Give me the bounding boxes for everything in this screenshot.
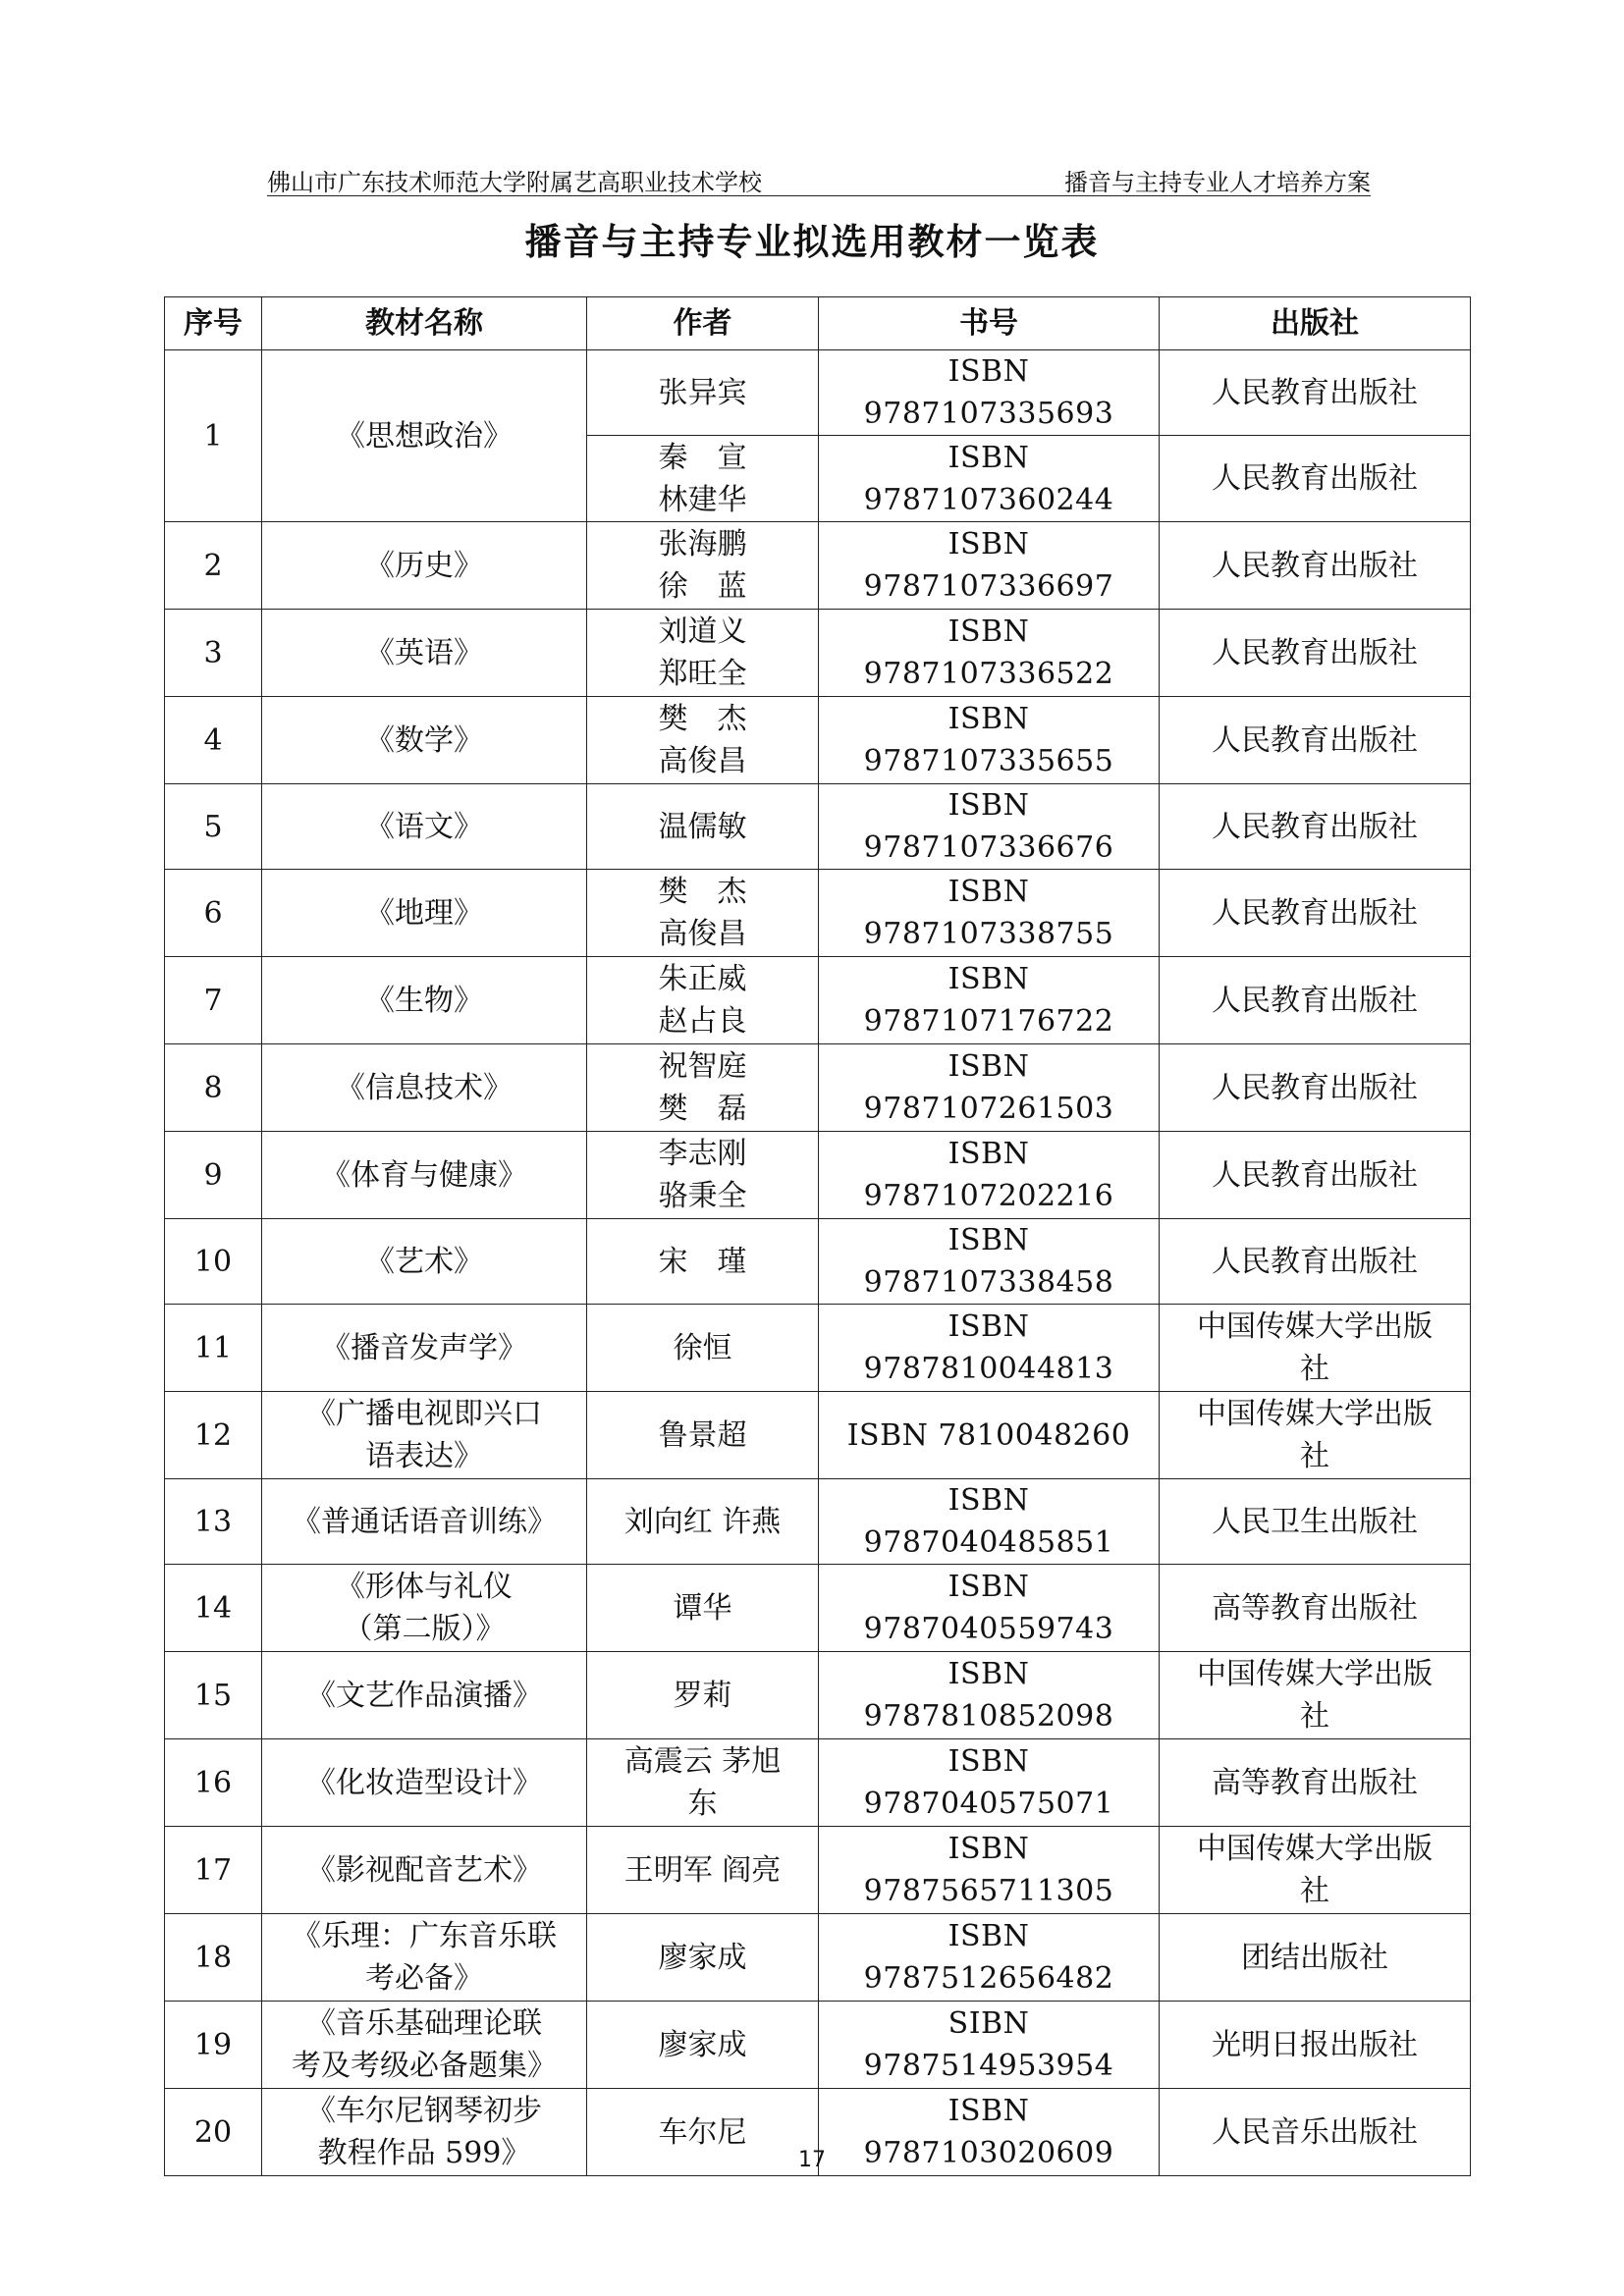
cell-no: 19 (165, 2002, 262, 2089)
cell-no: 2 (165, 522, 262, 610)
cell-publisher: 光明日报出版社 (1160, 2002, 1471, 2089)
cell-publisher: 人民教育出版社 (1160, 1219, 1471, 1305)
cell-name: 《普通话语音训练》 (262, 1479, 587, 1565)
cell-name: 《影视配音艺术》 (262, 1827, 587, 1914)
table-row (165, 870, 1471, 957)
cell-name: 《数学》 (262, 697, 587, 784)
cell-no: 10 (165, 1219, 262, 1305)
page-number: 17 (798, 2148, 826, 2172)
cell-name: 《思想政治》 (262, 350, 587, 522)
cell-publisher: 高等教育出版社 (1160, 1565, 1471, 1652)
cell-isbn: ISBN 9787107360244 (819, 436, 1160, 522)
cell-no: 5 (165, 784, 262, 870)
cell-author: 张异宾 (587, 350, 819, 436)
table-row (165, 1827, 1471, 1914)
cell-publisher: 中国传媒大学出版 社 (1160, 1827, 1471, 1914)
cell-publisher: 人民教育出版社 (1160, 350, 1471, 436)
cell-author: 樊 杰 高俊昌 (587, 697, 819, 784)
table-row (165, 2002, 1471, 2089)
header-document-title: 播音与主持专业人才培养方案 (1064, 169, 1371, 196)
cell-name: 《广播电视即兴口 语表达》 (262, 1392, 587, 1479)
cell-publisher: 中国传媒大学出版 社 (1160, 1305, 1471, 1392)
cell-name: 《播音发声学》 (262, 1305, 587, 1392)
cell-name: 《英语》 (262, 610, 587, 697)
cell-isbn: ISBN 9787512656482 (819, 1914, 1160, 2002)
column-header-name: 教材名称 (262, 297, 587, 350)
cell-author: 车尔尼 (587, 2089, 819, 2176)
cell-publisher: 人民教育出版社 (1160, 436, 1471, 522)
table-row (165, 350, 1471, 436)
cell-no: 14 (165, 1565, 262, 1652)
table-row (165, 1219, 1471, 1305)
cell-isbn: ISBN 9787810044813 (819, 1305, 1160, 1392)
table-row (165, 522, 1471, 610)
cell-name: 《音乐基础理论联 考及考级必备题集》 (262, 2002, 587, 2089)
cell-isbn: ISBN 9787107336522 (819, 610, 1160, 697)
table-row (165, 784, 1471, 870)
cell-author: 朱正威 赵占良 (587, 957, 819, 1044)
cell-isbn: ISBN 9787107335655 (819, 697, 1160, 784)
table-row (165, 1565, 1471, 1652)
cell-name: 《乐理：广东音乐联 考必备》 (262, 1914, 587, 2002)
table-row (165, 1652, 1471, 1739)
cell-name: 《艺术》 (262, 1219, 587, 1305)
table-row (165, 1392, 1471, 1479)
cell-author: 温儒敏 (587, 784, 819, 870)
table-row (165, 697, 1471, 784)
cell-no: 1 (165, 350, 262, 522)
cell-publisher: 人民教育出版社 (1160, 957, 1471, 1044)
cell-author: 刘道义 郑旺全 (587, 610, 819, 697)
cell-name: 《生物》 (262, 957, 587, 1044)
cell-author: 李志刚 骆秉全 (587, 1132, 819, 1219)
cell-publisher: 人民教育出版社 (1160, 610, 1471, 697)
cell-publisher: 人民教育出版社 (1160, 1132, 1471, 1219)
cell-publisher: 中国传媒大学出版 社 (1160, 1652, 1471, 1739)
cell-isbn: ISBN 9787040485851 (819, 1479, 1160, 1565)
cell-publisher: 人民音乐出版社 (1160, 2089, 1471, 2176)
table-row (165, 957, 1471, 1044)
cell-name: 《地理》 (262, 870, 587, 957)
cell-author: 高震云 茅旭 东 (587, 1739, 819, 1827)
cell-no: 7 (165, 957, 262, 1044)
header-school-name: 佛山市广东技术师范大学附属艺高职业技术学校 (267, 169, 762, 196)
textbook-table (164, 296, 1471, 2176)
cell-isbn: ISBN 7810048260 (819, 1392, 1160, 1479)
table-row (165, 1479, 1471, 1565)
table-header-row (165, 297, 1471, 350)
cell-publisher: 中国传媒大学出版 社 (1160, 1392, 1471, 1479)
cell-name: 《化妆造型设计》 (262, 1739, 587, 1827)
cell-no: 13 (165, 1479, 262, 1565)
cell-publisher: 人民教育出版社 (1160, 870, 1471, 957)
cell-isbn: ISBN 9787107335693 (819, 350, 1160, 436)
cell-no: 16 (165, 1739, 262, 1827)
cell-no: 8 (165, 1044, 262, 1132)
cell-author: 廖家成 (587, 2002, 819, 2089)
cell-isbn: ISBN 9787107336676 (819, 784, 1160, 870)
cell-no: 9 (165, 1132, 262, 1219)
cell-name: 《形体与礼仪 （第二版）》 (262, 1565, 587, 1652)
cell-name: 《文艺作品演播》 (262, 1652, 587, 1739)
column-header-author: 作者 (587, 297, 819, 350)
cell-author: 徐恒 (587, 1305, 819, 1392)
table-row (165, 610, 1471, 697)
cell-author: 樊 杰 高俊昌 (587, 870, 819, 957)
cell-author: 宋 瑾 (587, 1219, 819, 1305)
cell-publisher: 人民教育出版社 (1160, 522, 1471, 610)
cell-name: 《体育与健康》 (262, 1132, 587, 1219)
cell-isbn: ISBN 9787565711305 (819, 1827, 1160, 1914)
cell-no: 15 (165, 1652, 262, 1739)
cell-no: 3 (165, 610, 262, 697)
cell-isbn: ISBN 9787107261503 (819, 1044, 1160, 1132)
cell-no: 11 (165, 1305, 262, 1392)
cell-publisher: 高等教育出版社 (1160, 1739, 1471, 1827)
table-row (165, 1914, 1471, 2002)
cell-isbn: ISBN 9787107176722 (819, 957, 1160, 1044)
cell-isbn: SIBN 9787514953954 (819, 2002, 1160, 2089)
cell-isbn: ISBN 9787103020609 (819, 2089, 1160, 2176)
cell-name: 《信息技术》 (262, 1044, 587, 1132)
cell-author: 秦 宣 林建华 (587, 436, 819, 522)
table-row (165, 1739, 1471, 1827)
cell-no: 12 (165, 1392, 262, 1479)
cell-no: 6 (165, 870, 262, 957)
cell-isbn: ISBN 9787107202216 (819, 1132, 1160, 1219)
column-header-isbn: 书号 (819, 297, 1160, 350)
cell-no: 20 (165, 2089, 262, 2176)
table-row (165, 1305, 1471, 1392)
cell-name: 《车尔尼钢琴初步 教程作品 599》 (262, 2089, 587, 2176)
cell-publisher: 团结出版社 (1160, 1914, 1471, 2002)
cell-publisher: 人民教育出版社 (1160, 784, 1471, 870)
cell-no: 18 (165, 1914, 262, 2002)
cell-isbn: ISBN 9787107338458 (819, 1219, 1160, 1305)
cell-publisher: 人民教育出版社 (1160, 1044, 1471, 1132)
cell-no: 4 (165, 697, 262, 784)
cell-isbn: ISBN 9787040575071 (819, 1739, 1160, 1827)
page-title: 播音与主持专业拟选用教材一览表 (524, 221, 1100, 263)
cell-author: 刘向红 许燕 (587, 1479, 819, 1565)
table-row (165, 1132, 1471, 1219)
cell-isbn: ISBN 9787040559743 (819, 1565, 1160, 1652)
cell-isbn: ISBN 9787107338755 (819, 870, 1160, 957)
table-row (165, 1044, 1471, 1132)
cell-publisher: 人民教育出版社 (1160, 697, 1471, 784)
cell-author: 谭华 (587, 1565, 819, 1652)
cell-author: 廖家成 (587, 1914, 819, 2002)
cell-author: 祝智庭 樊 磊 (587, 1044, 819, 1132)
header-rule (267, 195, 1371, 196)
page-header (267, 163, 1371, 196)
cell-author: 王明军 阎亮 (587, 1827, 819, 1914)
cell-publisher: 人民卫生出版社 (1160, 1479, 1471, 1565)
column-header-publisher: 出版社 (1160, 297, 1471, 350)
column-header-no: 序号 (165, 297, 262, 350)
cell-author: 鲁景超 (587, 1392, 819, 1479)
cell-isbn: ISBN 9787107336697 (819, 522, 1160, 610)
cell-isbn: ISBN 9787810852098 (819, 1652, 1160, 1739)
cell-name: 《语文》 (262, 784, 587, 870)
cell-name: 《历史》 (262, 522, 587, 610)
cell-author: 罗莉 (587, 1652, 819, 1739)
cell-author: 张海鹏 徐 蓝 (587, 522, 819, 610)
cell-no: 17 (165, 1827, 262, 1914)
